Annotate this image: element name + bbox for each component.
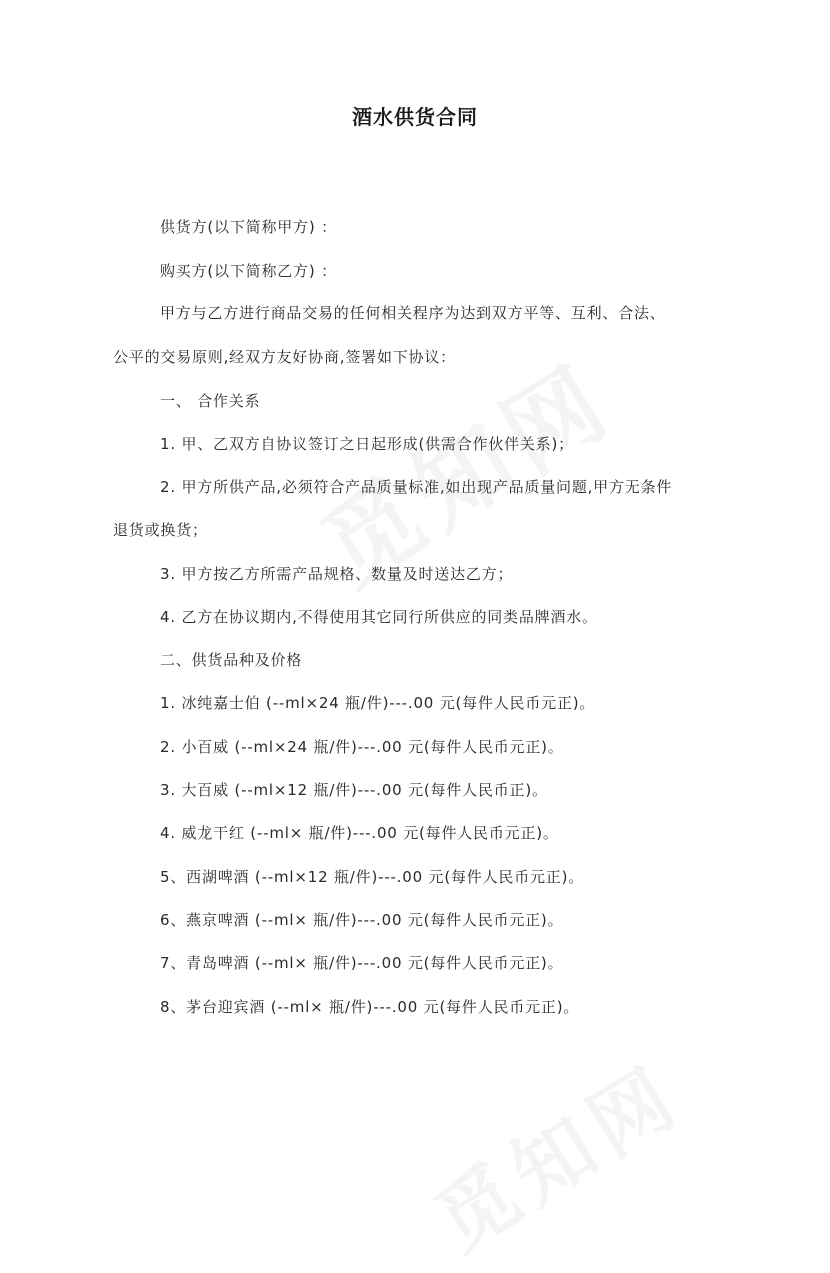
product-line: 2. 小百威 (--ml×24 瓶/件)---.00 元(每件人民币元正)。 (160, 738, 564, 756)
section-heading: 一、 合作关系 (160, 392, 261, 410)
product-line: 6、燕京啤酒 (--ml× 瓶/件)---.00 元(每件人民币元正)。 (160, 911, 564, 929)
product-line: 8、茅台迎宾酒 (--ml× 瓶/件)---.00 元(每件人民币元正)。 (160, 998, 580, 1016)
clause-line: 3. 甲方按乙方所需产品规格、数量及时送达乙方； (160, 565, 514, 583)
product-line: 4. 威龙干红 (--ml× 瓶/件)---.00 元(每件人民币元正)。 (160, 824, 559, 842)
clause-line: 4. 乙方在协议期内,不得使用其它同行所供应的同类品牌酒水。 (160, 608, 598, 626)
document-title: 酒水供货合同 (352, 105, 478, 129)
clause-line: 退货或换货； (113, 521, 208, 539)
product-line: 5、西湖啤酒 (--ml×12 瓶/件)---.00 元(每件人民币元正)。 (160, 868, 585, 886)
product-line: 3. 大百威 (--ml×12 瓶/件)---.00 元(每件人民币正)。 (160, 781, 548, 799)
clause-line: 2. 甲方所供产品,必须符合产品质量标准,如出现产品质量问题,甲方无条件 (160, 478, 673, 496)
clause-line: 1. 甲、乙双方自协议签订之日起形成(供需合作伙伴关系)； (160, 435, 574, 453)
section-heading: 二、供货品种及价格 (160, 651, 303, 669)
supplier-line: 供货方(以下简称甲方) ： (160, 218, 337, 236)
product-line: 7、青岛啤酒 (--ml× 瓶/件)---.00 元(每件人民币元正)。 (160, 954, 564, 972)
buyer-line: 购买方(以下简称乙方) ： (160, 262, 337, 280)
watermark (410, 1032, 700, 1273)
preamble-line: 甲方与乙方进行商品交易的任何相关程序为达到双方平等、互利、合法、 (160, 304, 666, 322)
preamble-line: 公平的交易原则,经双方友好协商,签署如下协议： (113, 348, 456, 366)
product-line: 1. 冰纯嘉士伯 (--ml×24 瓶/件)---.00 元(每件人民币元正)。 (160, 694, 596, 712)
